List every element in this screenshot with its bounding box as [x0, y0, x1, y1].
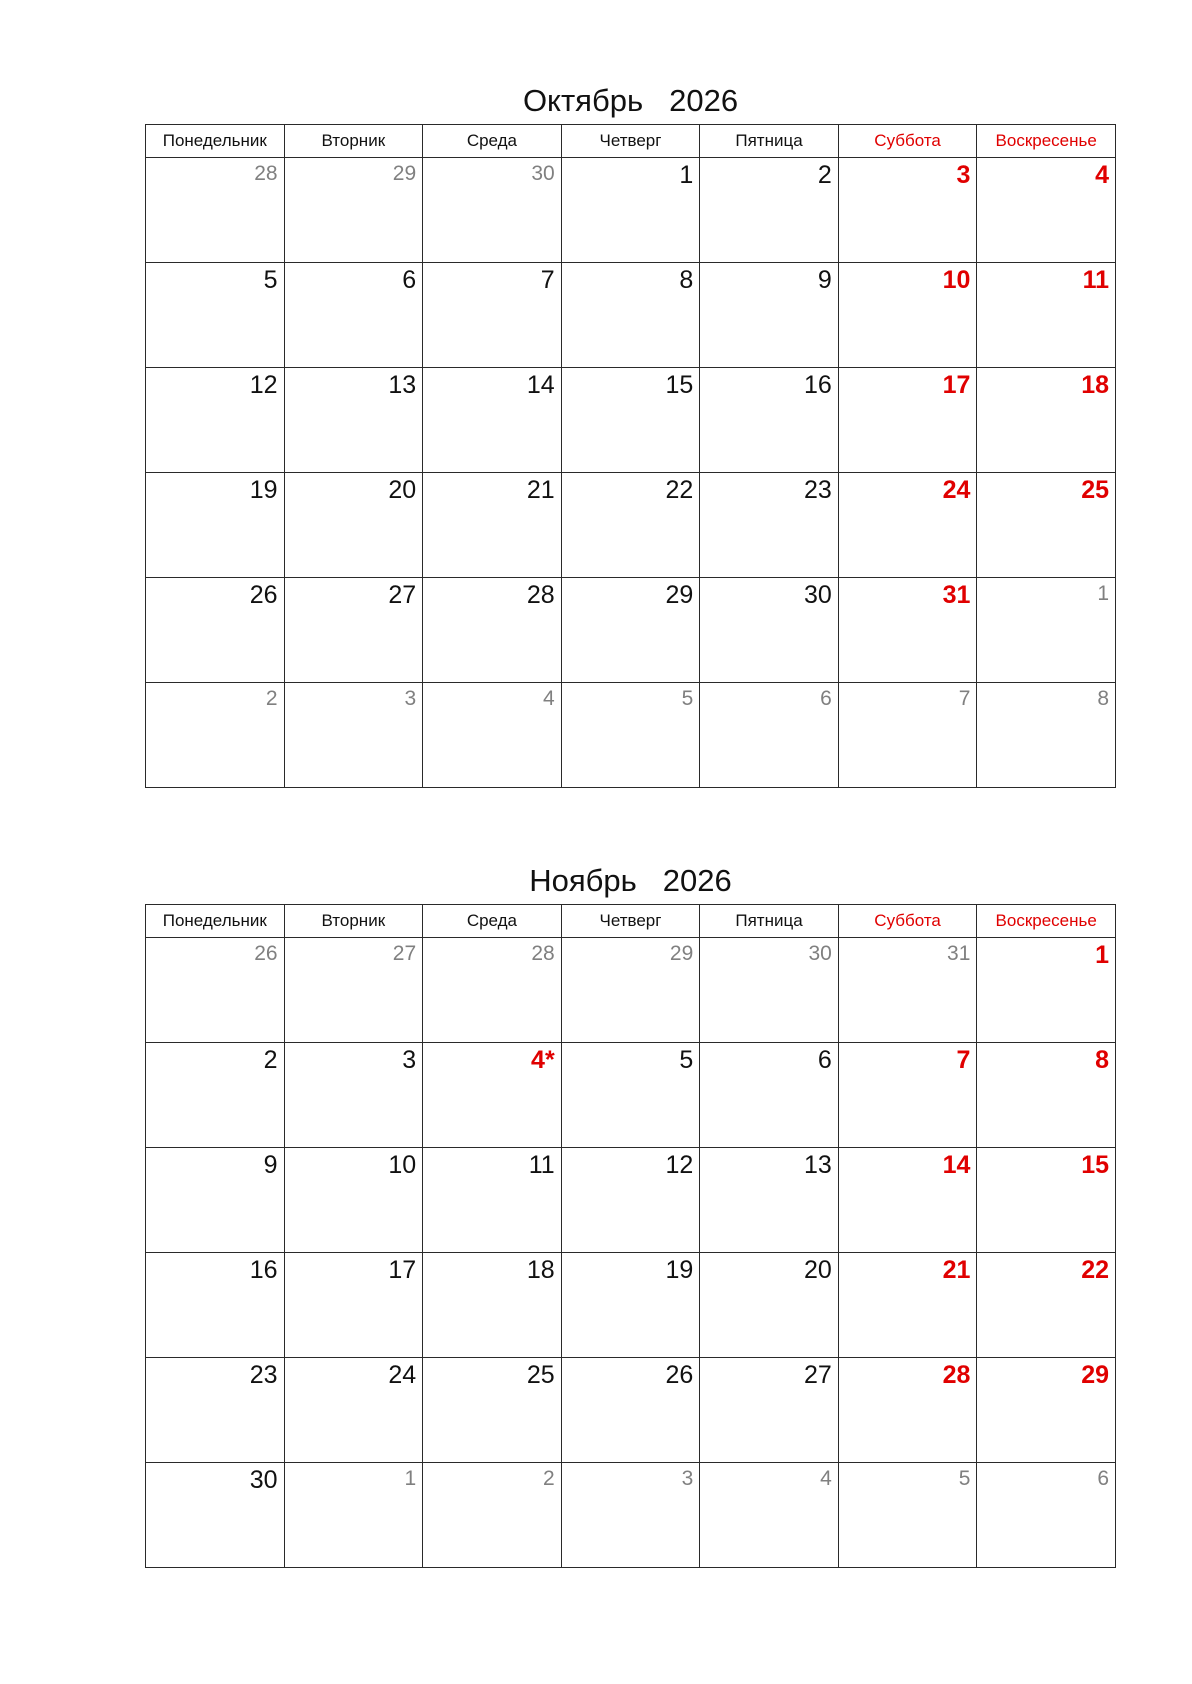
day-number: 12: [249, 371, 278, 399]
month-title: [145, 78, 1116, 124]
day-cell: [423, 1148, 562, 1253]
day-cell: [977, 1253, 1116, 1358]
day-cell: [146, 683, 285, 788]
day-number: 13: [388, 371, 417, 399]
day-number: 31: [947, 942, 971, 965]
day-number: 25: [526, 1361, 555, 1389]
day-number: 5: [263, 266, 278, 294]
day-number: 2: [543, 1467, 555, 1490]
day-number: 5: [679, 1046, 694, 1074]
day-number: 6: [817, 1046, 832, 1074]
day-number: 27: [392, 942, 417, 965]
day-cell: [838, 263, 977, 368]
day-number: 6: [1097, 1467, 1109, 1490]
weekday-header-wednesday: Среда: [423, 125, 562, 158]
day-number: 19: [665, 1256, 694, 1284]
day-number: 11: [528, 1151, 555, 1179]
day-number: 8: [1095, 1046, 1109, 1074]
day-number: 8: [679, 266, 694, 294]
day-number: 30: [804, 581, 832, 609]
day-number: 28: [526, 581, 555, 609]
day-cell: [561, 1253, 700, 1358]
calendar-week-row: [146, 263, 1116, 368]
day-number: 11: [1082, 266, 1109, 294]
day-number: 28: [942, 1361, 971, 1389]
day-cell: [561, 683, 700, 788]
day-number: 22: [1081, 1256, 1109, 1284]
weekday-header-friday: Пятница: [700, 905, 839, 938]
day-number: 5: [681, 687, 694, 710]
calendar-weeks: [146, 938, 1116, 1568]
day-cell: [700, 1463, 839, 1568]
calendar-week-row: [146, 1043, 1116, 1148]
day-cell: [423, 263, 562, 368]
day-cell: [423, 1043, 562, 1148]
day-cell: [146, 158, 285, 263]
weekday-header-monday: Понедельник: [146, 125, 285, 158]
day-cell: [838, 938, 977, 1043]
day-number: 6: [820, 687, 832, 710]
day-cell: [423, 578, 562, 683]
day-cell: [700, 683, 839, 788]
day-cell: [977, 263, 1116, 368]
day-number: 4*: [531, 1046, 555, 1074]
day-cell: [838, 1043, 977, 1148]
day-number: 25: [1081, 476, 1109, 504]
calendar-week-row: [146, 368, 1116, 473]
day-number: 7: [956, 1046, 971, 1074]
day-number: 26: [665, 1361, 694, 1389]
month-year: 2026: [669, 83, 739, 118]
day-cell: [977, 578, 1116, 683]
day-cell: [561, 1463, 700, 1568]
day-cell: [423, 158, 562, 263]
day-cell: [700, 158, 839, 263]
day-cell: [423, 1463, 562, 1568]
day-number: 24: [388, 1361, 417, 1389]
day-cell: [977, 1463, 1116, 1568]
day-number: 21: [526, 476, 555, 504]
day-number: 30: [531, 162, 555, 185]
day-number: 18: [1081, 371, 1109, 399]
day-cell: [838, 1463, 977, 1568]
weekday-header-wednesday: Среда: [423, 905, 562, 938]
day-number: 10: [942, 266, 971, 294]
calendar-month-october: [145, 78, 1116, 788]
day-cell: [284, 1148, 423, 1253]
day-cell: [146, 473, 285, 578]
day-number: 27: [804, 1361, 832, 1389]
day-number: 13: [804, 1151, 832, 1179]
day-cell: [284, 1253, 423, 1358]
weekday-header-row: [146, 125, 1116, 158]
day-cell: [977, 1148, 1116, 1253]
day-cell: [146, 1358, 285, 1463]
day-number: 17: [942, 371, 971, 399]
day-cell: [146, 1253, 285, 1358]
weekday-header-tuesday: Вторник: [284, 125, 423, 158]
day-cell: [423, 1358, 562, 1463]
day-cell: [284, 1463, 423, 1568]
day-cell: [977, 473, 1116, 578]
month-year: 2026: [662, 863, 732, 898]
day-number: 4: [543, 687, 555, 710]
weekday-header-saturday: Суббота: [838, 905, 977, 938]
day-number: 2: [263, 1046, 278, 1074]
day-cell: [423, 683, 562, 788]
day-cell: [977, 938, 1116, 1043]
calendar-week-row: [146, 1358, 1116, 1463]
day-number: 20: [804, 1256, 832, 1284]
calendar-week-row: [146, 578, 1116, 683]
weekday-header-thursday: Четверг: [561, 905, 700, 938]
day-cell: [284, 158, 423, 263]
day-cell: [561, 1358, 700, 1463]
day-number: 10: [388, 1151, 417, 1179]
day-cell: [977, 158, 1116, 263]
day-number: 7: [540, 266, 555, 294]
day-number: 2: [265, 687, 278, 710]
calendar-month-november: [145, 858, 1116, 1568]
day-number: 4: [1095, 161, 1109, 189]
day-cell: [700, 263, 839, 368]
day-number: 2: [817, 161, 832, 189]
day-number: 23: [249, 1361, 278, 1389]
day-number: 19: [249, 476, 278, 504]
day-cell: [700, 938, 839, 1043]
day-number: 1: [679, 161, 694, 189]
day-cell: [284, 1358, 423, 1463]
calendar-week-row: [146, 683, 1116, 788]
day-number: 9: [817, 266, 832, 294]
day-cell: [561, 1148, 700, 1253]
month-title: [145, 858, 1116, 904]
day-cell: [146, 1463, 285, 1568]
day-number: 12: [665, 1151, 694, 1179]
day-cell: [838, 1253, 977, 1358]
day-cell: [700, 473, 839, 578]
day-number: 27: [388, 581, 417, 609]
day-number: 1: [1097, 582, 1109, 605]
day-cell: [838, 368, 977, 473]
day-cell: [423, 938, 562, 1043]
calendar-week-row: [146, 1148, 1116, 1253]
day-cell: [977, 683, 1116, 788]
day-number: 29: [665, 581, 694, 609]
day-cell: [700, 368, 839, 473]
day-number: 8: [1097, 687, 1109, 710]
day-cell: [146, 1148, 285, 1253]
day-number: 9: [263, 1151, 278, 1179]
day-cell: [423, 368, 562, 473]
day-number: 5: [958, 1467, 971, 1490]
day-number: 3: [956, 161, 971, 189]
day-number: 20: [388, 476, 417, 504]
day-cell: [561, 1043, 700, 1148]
day-cell: [284, 1043, 423, 1148]
day-number: 18: [526, 1256, 555, 1284]
day-number: 3: [681, 1467, 694, 1490]
day-cell: [561, 263, 700, 368]
weekday-header-friday: Пятница: [700, 125, 839, 158]
day-number: 28: [531, 942, 555, 965]
day-number: 4: [820, 1467, 832, 1490]
weekday-header-tuesday: Вторник: [284, 905, 423, 938]
day-number: 16: [804, 371, 832, 399]
day-cell: [700, 1358, 839, 1463]
day-number: 24: [942, 476, 971, 504]
day-number: 28: [254, 162, 278, 185]
day-cell: [561, 578, 700, 683]
day-number: 3: [402, 1046, 417, 1074]
calendar-week-row: [146, 1463, 1116, 1568]
day-cell: [561, 938, 700, 1043]
day-cell: [146, 578, 285, 683]
day-number: 15: [665, 371, 694, 399]
day-number: 3: [404, 687, 417, 710]
calendar-weeks: [146, 158, 1116, 788]
weekday-header-sunday: Воскресенье: [977, 125, 1116, 158]
day-cell: [838, 683, 977, 788]
day-cell: [838, 473, 977, 578]
day-number: 16: [249, 1256, 278, 1284]
day-cell: [284, 683, 423, 788]
day-number: 1: [404, 1467, 417, 1490]
day-cell: [700, 1148, 839, 1253]
day-number: 26: [249, 581, 278, 609]
day-number: 22: [665, 476, 694, 504]
day-number: 6: [402, 266, 417, 294]
day-cell: [838, 578, 977, 683]
month-name: Октябрь: [522, 83, 644, 118]
day-cell: [700, 578, 839, 683]
day-cell: [423, 1253, 562, 1358]
calendar-week-row: [146, 1253, 1116, 1358]
day-cell: [977, 1043, 1116, 1148]
calendar-week-row: [146, 158, 1116, 263]
day-cell: [146, 263, 285, 368]
weekday-header-thursday: Четверг: [561, 125, 700, 158]
day-cell: [838, 1148, 977, 1253]
day-cell: [423, 473, 562, 578]
day-cell: [561, 368, 700, 473]
weekday-header-monday: Понедельник: [146, 905, 285, 938]
day-number: 14: [942, 1151, 971, 1179]
day-number: 21: [942, 1256, 971, 1284]
day-number: 7: [958, 687, 971, 710]
day-number: 31: [942, 581, 971, 609]
day-number: 1: [1095, 941, 1109, 969]
weekday-header-sunday: Воскресенье: [977, 905, 1116, 938]
day-number: 23: [804, 476, 832, 504]
day-cell: [977, 1358, 1116, 1463]
weekday-header-row: [146, 905, 1116, 938]
day-number: 29: [392, 162, 417, 185]
day-cell: [284, 368, 423, 473]
weekday-header-saturday: Суббота: [838, 125, 977, 158]
day-cell: [146, 1043, 285, 1148]
day-cell: [284, 578, 423, 683]
day-number: 17: [388, 1256, 417, 1284]
day-cell: [561, 473, 700, 578]
day-number: 29: [669, 942, 694, 965]
day-cell: [838, 1358, 977, 1463]
day-cell: [146, 368, 285, 473]
day-number: 30: [808, 942, 832, 965]
day-number: 30: [249, 1466, 278, 1494]
day-number: 29: [1081, 1361, 1109, 1389]
day-number: 15: [1081, 1151, 1109, 1179]
calendar-grid: [145, 124, 1116, 788]
calendar-week-row: [146, 938, 1116, 1043]
day-number: 14: [526, 371, 555, 399]
calendar-grid: [145, 904, 1116, 1568]
day-cell: [838, 158, 977, 263]
day-cell: [977, 368, 1116, 473]
day-cell: [284, 263, 423, 368]
day-cell: [700, 1253, 839, 1358]
day-cell: [284, 938, 423, 1043]
day-cell: [284, 473, 423, 578]
calendar-week-row: [146, 473, 1116, 578]
day-cell: [146, 938, 285, 1043]
day-number: 26: [254, 942, 278, 965]
month-name: Ноябрь: [529, 863, 637, 898]
day-cell: [700, 1043, 839, 1148]
day-cell: [561, 158, 700, 263]
